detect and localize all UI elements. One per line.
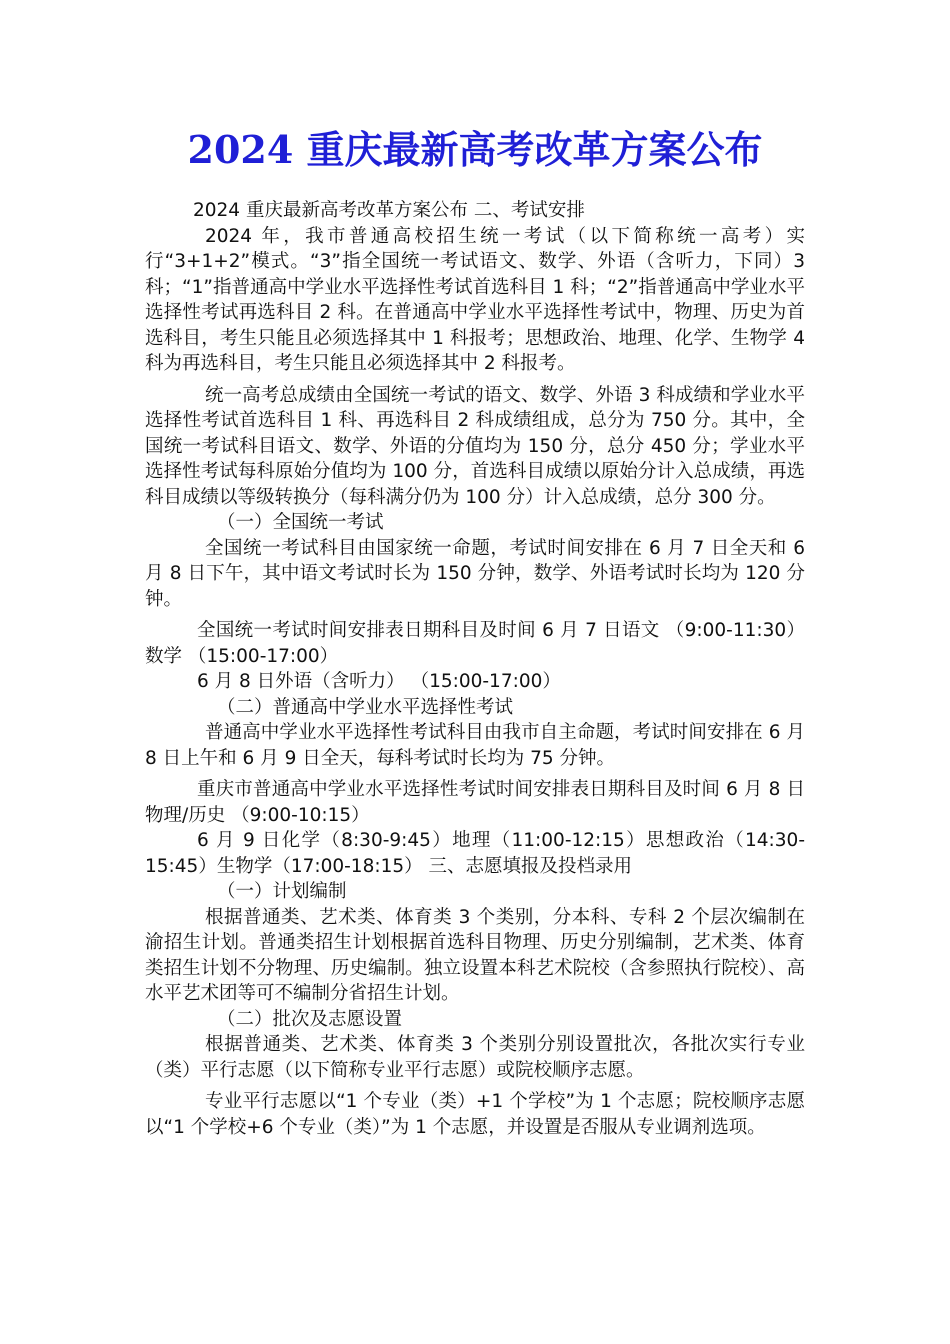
section-heading-academic-exam: （二）普通高中学业水平选择性考试 [217,696,514,718]
paragraph-academic-exam: 普通高中学业水平选择性考试科目由我市自主命题，考试时间安排在 6 月 8 日上午和 6 月 9 日全天，每科考试时长均为 75 分钟。 [145,722,805,769]
paragraph-batches: 根据普通类、艺术类、体育类 3 个类别分别设置批次，各批次实行专业（类）平行志愿（以下简称专业平行志愿）或院校顺序志愿。 [145,1034,805,1081]
paragraph-national-schedule: 全国统一考试时间安排表日期科目及时间 6 月 7 日语文 （9:00-11:30）数学 （15:00-17:00） [145,620,805,667]
paragraph-exam-mode: 2024 年，我市普通高校招生统一考试（以下简称统一高考）实行“3+1+2”模式。“3”指全国统一考试语文、数学、外语（含听力，下同）3 科；“1”指普通高中学业水平选择性考试首选科目 1 科；“2”指普通高中学业水平选择性考试再选科目 2 科。在普通高中学业水平选择性考试中，物理、历史为首选科目，考生只能且必须选择其中 1 科报考；思想政治、地理、化学、生物学 4 科为再选科目，考生只能且必须选择其中 2 科报考。 [145,225,805,374]
paragraph-june8-schedule: 6 月 8 日外语（含听力） （15:00-17:00） [197,671,561,692]
section-heading-plan: （一）计划编制 [217,881,347,902]
document-title: 2024 重庆最新高考改革方案公布 [187,127,763,172]
intro-line: 2024 重庆最新高考改革方案公布 二、考试安排 [193,200,585,221]
document-body [145,198,805,1140]
paragraph-june9-schedule: 6 月 9 日化学（8:30-9:45）地理（11:00-12:15）思想政治（14:30-15:45）生物学（17:00-18:15） 三、志愿填报及投档录用 [145,830,805,877]
paragraph-academic-schedule: 重庆市普通高中学业水平选择性考试时间安排表日期科目及时间 6 月 8 日物理/历史 （9:00-10:15） [145,779,805,826]
paragraph-total-score: 统一高考总成绩由全国统一考试的语文、数学、外语 3 科成绩和学业水平选择性考试首选科目 1 科、再选科目 2 科成绩组成，总分为 750 分。其中，全国统一考试科目语文、数学、外语的分值均为 150 分，总分 450 分；学业水平选择性考试每科原始分值均为 100 分，首选科目成绩以原始分计入总成绩，再选科目成绩以等级转换分（每科满分仍为 100 分）计入总成绩，总分 300 分。 [145,384,805,508]
paragraph-national-exam: 全国统一考试科目由国家统一命题，考试时间安排在 6 月 7 日全天和 6 月 8 日下午，其中语文考试时长为 150 分钟，数学、外语考试时长均为 120 分钟。 [145,537,805,610]
paragraph-volunteer-types: 专业平行志愿以“1 个专业（类）+1 个学校”为 1 个志愿；院校顺序志愿以“1 个学校+6 个专业（类）”为 1 个志愿，并设置是否服从专业调剂选项。 [145,1091,805,1138]
paragraph-plan: 根据普通类、艺术类、体育类 3 个类别，分本科、专科 2 个层次编制在渝招生计划。普通类招生计划根据首选科目物理、历史分别编制，艺术类、体育类招生计划不分物理、历史编制。独立设置本科艺术院校（含参照执行院校）、高水平艺术团等可不编制分省招生计划。 [145,906,805,1004]
section-heading-batches: （二）批次及志愿设置 [217,1008,403,1030]
section-heading-national-exam: （一）全国统一考试 [217,512,384,533]
